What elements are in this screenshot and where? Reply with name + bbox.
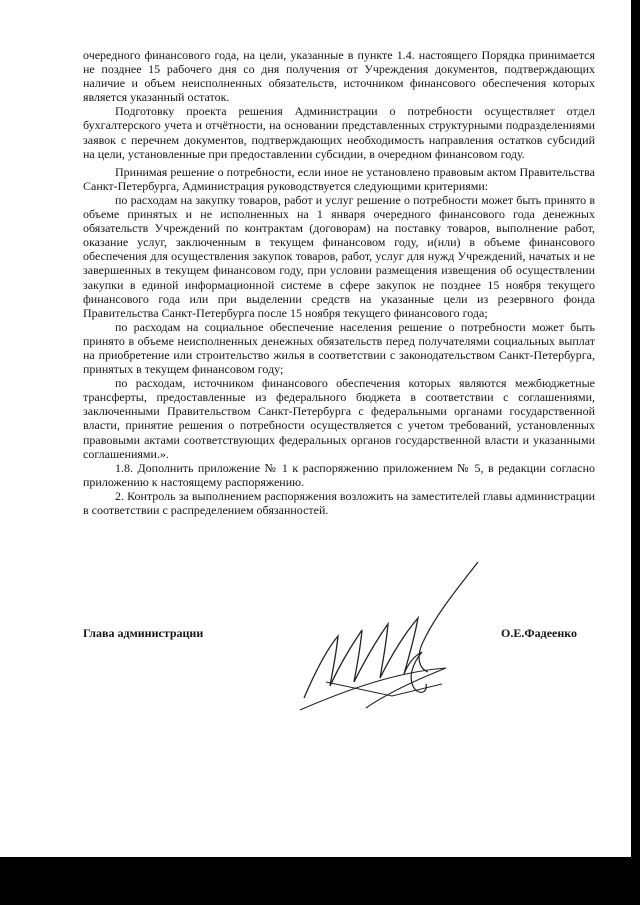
paragraph-item-2: 2. Контроль за выполнением распоряжения возложить на заместителей главы администрации в соответствии с распределением обязанностей. (83, 488, 595, 517)
paragraph-criterion-transfers: по расходам, источником финансового обеспечения которых являются межбюджетные трансферты, предоставленные из федерального бюджета в соответствии с соглашениями, заключенными Правительством Санкт-Петербурга с федеральными органами государственной власти, принятие решения о потребности осуществляется с учетом требований, установленных правовыми актами соответствующих федеральных органов государственной власти и указанными соглашениями.». (83, 376, 595, 461)
document-body (83, 48, 595, 517)
scan-edge-right (631, 0, 640, 905)
paragraph-preparation: Подготовку проекта решения Администрации о потребности осуществляет отдел бухгалтерского учета и отчётности, на основании представленных структурными подразделениями заявок с перечнем документов, подтверждающих необходимость направления остатков субсидий на цели, установленные при предоставлении субсидии, в очередном финансовом году. (83, 104, 595, 161)
handwritten-signature (296, 560, 486, 720)
signatory-title: Глава администрации (83, 626, 204, 640)
paragraph-item-1-8: 1.8. Дополнить приложение № 1 к распоряжению приложением № 5, в редакции согласно приложению к настоящему распоряжению. (83, 460, 595, 489)
paragraph-criterion-procurement: по расходам на закупку товаров, работ и услуг решение о потребности может быть принято в объеме принятых и не исполненных на 1 января очередного финансового года денежных обязательств Учреждений по контрактам (договорам) на поставку товаров, выполнение работ, оказание услуг, заключенным в текущем финансовом году, и(или) в объеме финансового обеспечения для осуществления закупок товаров, работ, услуг для нужд Учреждений, начатых и не завершенных в текущем финансовом году, при условии размещения извещения об осуществлении закупки в единой информационной системе в сфере закупок не позднее 15 ноября текущего финансового года или при выделении средств на указанные цели из резервного фонда Правительства Санкт-Петербурга после 15 ноября текущего финансового года; (83, 192, 595, 320)
paragraph-criterion-social: по расходам на социальное обеспечение населения решение о потребности может быть принято в объеме неисполненных денежных обязательств перед получателями социальных выплат на приобретение или строительство жилья в соответствии с законодательством Санкт-Петербурга, принятых в текущем финансовом году; (83, 319, 595, 377)
scan-edge-bottom (0, 857, 640, 905)
paragraph-continuation: очередного финансового года, на цели, указанные в пункте 1.4. настоящего Порядка принимается не позднее 15 рабочего дня со дня получения от Учреждения документов, подтверждающих наличие и объем неисполненных обязательств, источником финансового обеспечения которых является указанный остаток. (83, 48, 595, 105)
signatory-name: О.Е.Фадеенко (501, 626, 578, 640)
paragraph-criteria-intro: Принимая решение о потребности, если иное не установлено правовым актом Правительства Санкт-Петербурга, Администрация руководствуется следующими критериями: (83, 164, 595, 193)
